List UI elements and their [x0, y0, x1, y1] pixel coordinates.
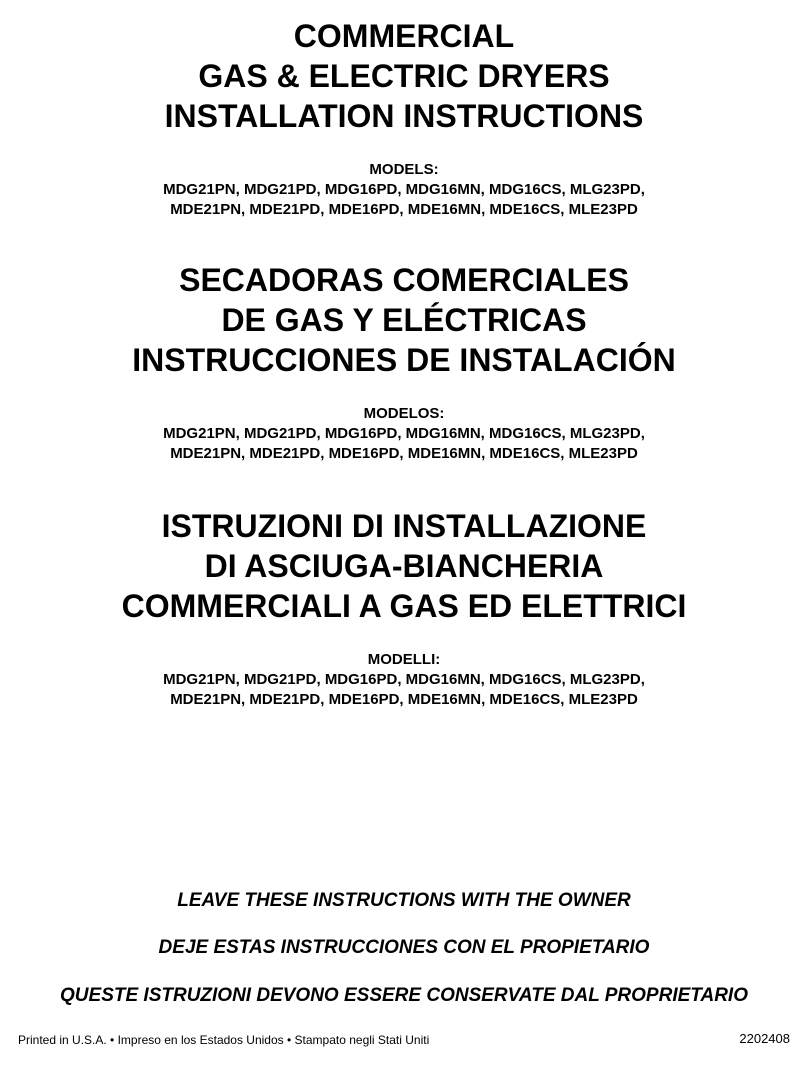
title-line: DI ASCIUGA-BIANCHERIA [204, 548, 604, 584]
models-label: MODELOS: [363, 405, 445, 422]
models-label: MODELS: [369, 161, 439, 178]
title-spanish [0, 260, 808, 380]
part-number: 2202408 [739, 1031, 790, 1046]
models-italian [0, 650, 808, 710]
notice-english: LEAVE THESE INSTRUCTIONS WITH THE OWNER [177, 890, 631, 911]
models-line: MDG21PN, MDG21PD, MDG16PD, MDG16MN, MDG16CS, MLG23PD, [163, 671, 645, 688]
models-label: MODELLI: [367, 651, 441, 668]
title-line: COMMERCIALI A GAS ED ELETTRICI [121, 588, 687, 624]
models-spanish [0, 404, 808, 464]
title-line: INSTRUCCIONES DE INSTALACIÓN [132, 342, 676, 378]
title-line: SECADORAS COMERCIALES [179, 262, 629, 298]
models-line: MDE21PN, MDE21PD, MDE16PD, MDE16MN, MDE16CS, MLE23PD [170, 691, 638, 708]
title-line: COMMERCIAL [293, 18, 515, 54]
printed-in-note: Printed in U.S.A. • Impreso en los Estados Unidos • Stampato negli Stati Uniti [18, 1033, 430, 1047]
notice-italian: QUESTE ISTRUZIONI DEVONO ESSERE CONSERVATE DAL PROPRIETARIO [60, 985, 748, 1006]
models-english [0, 160, 808, 220]
title-line: ISTRUZIONI DI INSTALLAZIONE [161, 508, 647, 544]
models-line: MDE21PN, MDE21PD, MDE16PD, MDE16MN, MDE16CS, MLE23PD [170, 445, 638, 462]
title-line: INSTALLATION INSTRUCTIONS [164, 98, 644, 134]
title-italian [0, 506, 808, 626]
models-line: MDG21PN, MDG21PD, MDG16PD, MDG16MN, MDG16CS, MLG23PD, [163, 181, 645, 198]
models-line: MDG21PN, MDG21PD, MDG16PD, MDG16MN, MDG16CS, MLG23PD, [163, 425, 645, 442]
title-line: DE GAS Y ELÉCTRICAS [221, 302, 587, 338]
models-line: MDE21PN, MDE21PD, MDE16PD, MDE16MN, MDE16CS, MLE23PD [170, 201, 638, 218]
title-line: GAS & ELECTRIC DRYERS [198, 58, 610, 94]
title-english [0, 16, 808, 136]
notice-spanish: DEJE ESTAS INSTRUCCIONES CON EL PROPIETARIO [158, 937, 650, 958]
